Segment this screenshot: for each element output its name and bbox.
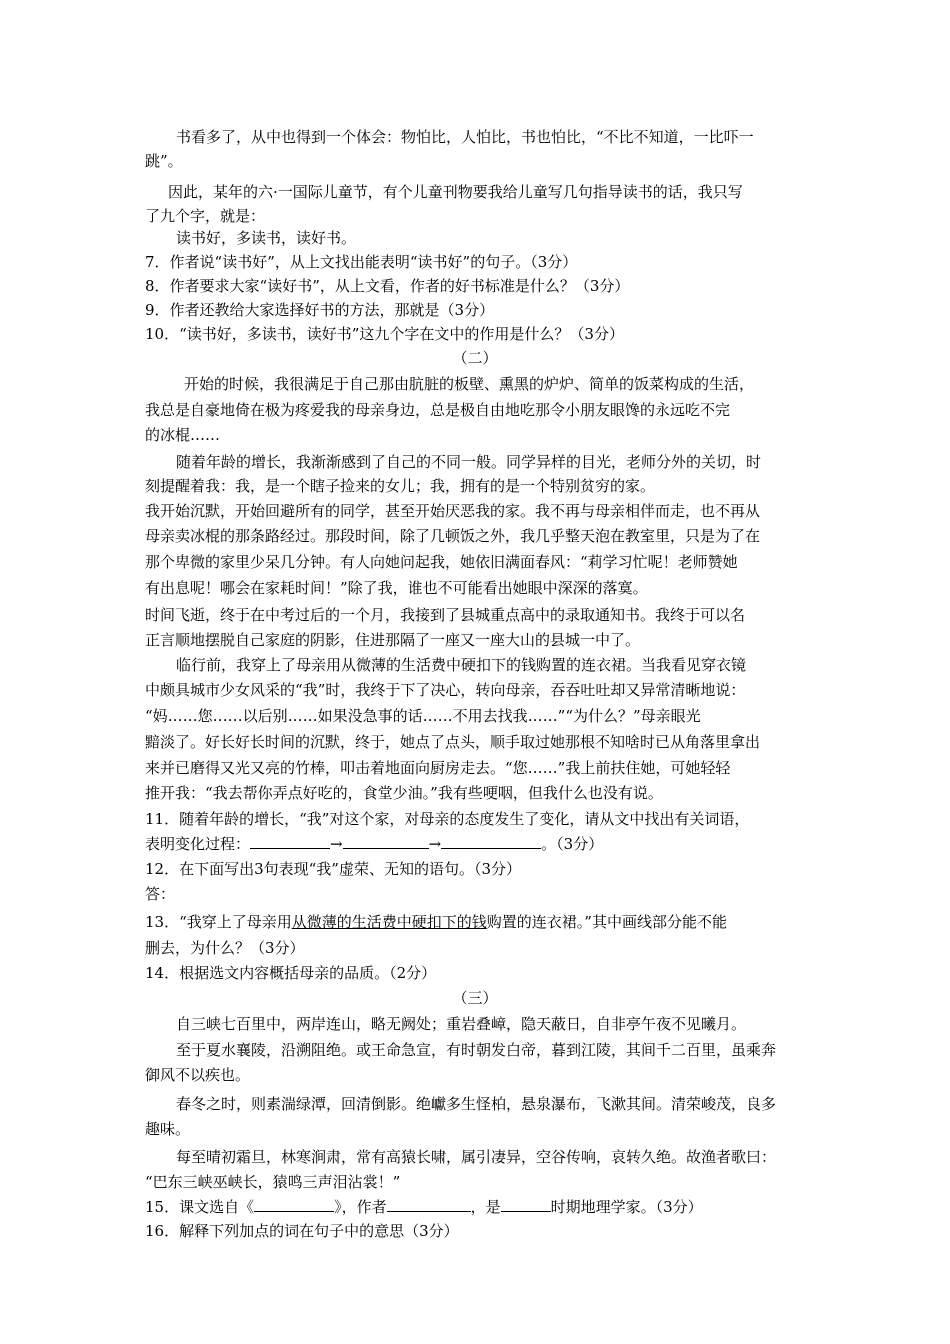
text-line: 自三峡七百里中，两岸连山，略无阙处；重岩叠嶂，隐天蔽日，自非亭午夜不见曦月。 <box>176 1015 747 1033</box>
text-line: 的冰棍…… <box>145 426 221 444</box>
question-11-blanks <box>145 833 603 855</box>
text-line: 正言顺地摆脱自己家庭的阴影，住进那隔了一座又一座大山的县城一中了。 <box>145 631 641 649</box>
text-line: 黯淡了。好长好长时间的沉默，终于，她点了点头，顺手取过她那根不知啥时已从角落里拿出 <box>145 733 761 751</box>
text-line: 每至晴初霜旦，林寒涧肃，常有高猿长啸，属引凄异，空谷传响，哀转久绝。故渔者歌曰： <box>176 1148 777 1166</box>
blank-label: 表明变化过程： <box>145 835 251 853</box>
text-line: 母亲卖冰棍的那条路经过。那段时间，除了几顿饭之外，我几乎整天泡在教室里，只是为了在 <box>145 527 761 545</box>
answer-blank[interactable] <box>343 833 429 849</box>
q15-text: ，是 <box>470 1198 501 1216</box>
question-12: 12．在下面写出3句表现“我”虚荣、无知的语句。（3分） <box>145 860 522 878</box>
text-line: 那个卑微的家里少呆几分钟。有人向她问起我，她依旧满面春风：“莉学习忙呢！老师赞她 <box>145 553 738 571</box>
question-7: 7．作者说“读书好”，从上文找出能表明“读书好”的句子。（3分） <box>145 253 578 271</box>
answer-blank[interactable] <box>250 833 330 849</box>
text-line: 了九个字，就是： <box>145 207 266 225</box>
blank-suffix: 。（3分） <box>541 835 604 853</box>
q15-text: 》，作者 <box>334 1198 387 1216</box>
q15-text: 时期地理学家。（3分） <box>550 1198 703 1216</box>
text-line: 推开我：“我去帮你弄点好吃的，食堂少油。”我有些哽咽，但我什么也没有说。 <box>145 784 663 802</box>
section-heading-2: （二） <box>452 349 498 367</box>
text-line: 时间飞逝，终于在中考过后的一个月，我接到了县城重点高中的录取通知书。我终于可以名 <box>145 606 746 624</box>
question-16: 16．解释下列加点的词在句子中的意思（3分） <box>145 1222 459 1240</box>
question-15 <box>145 1196 703 1218</box>
arrow: → <box>330 835 343 853</box>
answer-label: 答： <box>145 885 176 903</box>
text-line: 因此，某年的六·一国际儿童节，有个儿童刊物要我给儿童写几句指导读书的话，我只写 <box>168 183 743 201</box>
text-line: “巴东三峡巫峡长，猿鸣三声泪沾裳！” <box>145 1173 401 1191</box>
q15-text: 15．课文选自《 <box>145 1198 255 1216</box>
question-13 <box>145 911 727 933</box>
text-line: “妈……您……以后别……如果没急事的话……不用去找我……”“为什么？”母亲眼光 <box>145 707 701 725</box>
text-line: 我开始沉默，开始回避所有的同学，甚至开始厌恶我的家。我不再与母亲相伴而走，也不再从 <box>145 502 761 520</box>
text-line: 删去，为什么？（3分） <box>145 939 305 957</box>
text-line: 至于夏水襄陵，沿溯阻绝。或王命急宣，有时朝发白帝，暮到江陵，其间千二百里，虽乘奔 <box>176 1041 777 1059</box>
answer-blank[interactable] <box>441 833 541 849</box>
answer-blank[interactable] <box>254 1196 334 1212</box>
answer-blank[interactable] <box>387 1196 471 1212</box>
q13-underlined: 从微薄的生活费中硬扣下的钱 <box>291 913 487 931</box>
text-line: 我总是自豪地倚在极为疼爱我的母亲身边，总是极自由地吃那令小朋友眼馋的永远吃不完 <box>145 401 731 419</box>
question-10: 10．“读书好，多读书，读好书”这九个字在文中的作用是什么？（3分） <box>145 325 624 343</box>
q13-text: 购置的连衣裙。”其中画线部分能不能 <box>486 913 727 931</box>
text-line: 临行前，我穿上了母亲用从微薄的生活费中硬扣下的钱购置的连衣裙。当我看见穿衣镜 <box>176 656 747 674</box>
text-line: 来并已磨得又光又亮的竹棒，叩击着地面向厨房走去。“您……”我上前扶住她，可她轻轻 <box>145 759 731 777</box>
text-line: 春冬之时，则素湍绿潭，回清倒影。绝巘多生怪柏，悬泉瀑布，飞漱其间。清荣峻茂，良多 <box>176 1095 777 1113</box>
text-line: 刻提醒着我：我，是一个瞎子捡来的女儿；我，拥有的是一个特别贫穷的家。 <box>145 477 656 495</box>
question-8: 8．作者要求大家“读好书”，从上文看，作者的好书标准是什么？（3分） <box>145 277 630 295</box>
text-line: 跳”。 <box>145 152 183 170</box>
text-line: 书看多了，从中也得到一个体会：物怕比，人怕比，书也怕比，“不比不知道，一比吓一 <box>176 128 754 146</box>
text-line: 御风不以疾也。 <box>145 1066 251 1084</box>
text-line: 趣味。 <box>145 1120 191 1138</box>
text-line: 有出息呢！哪会在家耗时间！”除了我，谁也不可能看出她眼中深深的落寞。 <box>145 579 648 597</box>
q13-text: 13．“我穿上了母亲用 <box>145 913 292 931</box>
text-line: 开始的时候，我很满足于自己那由肮脏的板壁、熏黑的炉炉、简单的饭菜构成的生活， <box>184 375 755 393</box>
question-9: 9．作者还教给大家选择好书的方法，那就是（3分） <box>145 301 495 319</box>
question-14: 14．根据选文内容概括母亲的品质。（2分） <box>145 964 437 982</box>
text-line: 中颇具城市少女风采的“我”时，我终于下了决心，转向母亲，吞吞吐吐却又异常清晰地说： <box>145 681 746 699</box>
question-11: 11．随着年龄的增长，“我”对这个家，对母亲的态度发生了变化，请从文中找出有关词语， <box>145 810 750 828</box>
text-line: 读书好，多读书，读好书。 <box>176 229 357 247</box>
section-heading-3: （三） <box>452 989 498 1007</box>
answer-blank[interactable] <box>501 1196 551 1212</box>
arrow: → <box>428 835 442 853</box>
text-line: 随着年龄的增长，我渐渐感到了自己的不同一般。同学异样的目光，老师分外的关切，时 <box>176 453 762 471</box>
